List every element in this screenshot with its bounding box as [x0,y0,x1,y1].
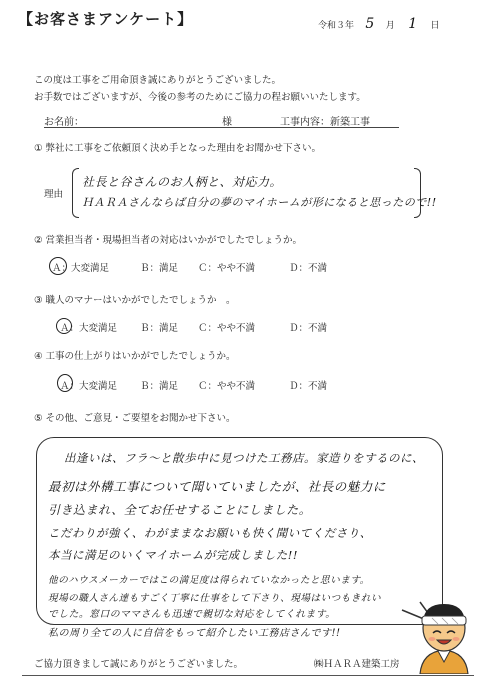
q2-option-a[interactable]: Ａ：大変満足 [52,263,110,274]
survey-title: 【お客さまアンケート】 [18,10,194,28]
reason-answer-line-1: 社長と谷さんのお人柄と、対応力。 [82,175,283,189]
q4-option-d[interactable]: Ｄ：不満 [289,381,328,392]
intro-line-2: お手数ではございますが、今後の参考のためにご協力の程お願いいたします。 [34,92,366,103]
intro-line-1: この度は工事をご用命頂き誠にありがとうございました。 [34,75,282,86]
reason-bracket-left [72,168,79,218]
footer-divider [22,675,474,676]
comment-line-8: でした。窓口のママさんも迅速で親切な対応をしてくれます。 [48,609,336,620]
q4-option-b[interactable]: Ｂ：満足 [140,381,179,392]
question-4: ④ 工事の仕上がりはいかがでしたでしょうか。 [34,351,236,362]
comment-line-6: 他のハウスメーカーではこの満足度は得られていなかったと思います。 [48,575,370,586]
reason-answer-line-2: ＨＡＲＡさんならば自分の夢のマイホームが形になると思ったので!! [82,196,437,209]
question-5: ⑤ その他、ご意見・ご要望をお聞かせ下さい。 [34,413,236,424]
comment-line-3: 引き込まれ、全てお任せすることにしました。 [48,503,312,517]
reason-label: 理由 [44,189,64,200]
honorific: 様 [222,117,232,128]
date-prefix: 令和３年 [318,21,355,31]
q2-option-c[interactable]: Ｃ：やや不満 [198,263,256,274]
q2-option-d[interactable]: Ｄ：不満 [289,263,328,274]
question-3: ③ 職人のマナーはいかがでしたでしょうか 。 [34,295,236,306]
date-day-unit: 日 [430,21,440,31]
q3-option-a[interactable]: Ａ：大変満足 [60,323,118,334]
name-label: お名前： [44,117,84,128]
q3-option-c[interactable]: Ｃ：やや不満 [198,323,256,334]
question-2: ② 営業担当者・現場担当者の対応はいかがでしたでしょうか。 [34,235,303,246]
q3-option-d[interactable]: Ｄ：不満 [289,323,328,334]
comment-line-4: こだわりが強く、わがままなお願いも快く聞いてくださり、 [48,526,372,540]
work-content: 工事内容：新築工事 [280,117,370,128]
company-name: ㈱ＨＡＲＡ建築工房 [314,659,400,670]
name-row [44,113,399,128]
q4-option-c[interactable]: Ｃ：やや不満 [198,381,256,392]
q2-option-b[interactable]: Ｂ：満足 [140,263,179,274]
comment-line-1: 出逢いは、フラ～と散歩中に見つけた工務店。家造りをするのに、 [64,451,424,465]
date-field [318,16,440,32]
footer-thanks: ご協力頂きまして誠にありがとうございました。 [34,659,244,670]
question-1: ① 弊社に工事をご依頼頂く決め手となった理由をお聞かせ下さい。 [34,143,322,154]
date-day: 1 [408,16,418,32]
q3-option-b[interactable]: Ｂ：満足 [140,323,179,334]
date-month-unit: 月 [385,21,395,31]
q4-option-a[interactable]: Ａ：大変満足 [60,381,118,392]
comment-line-5: 本当に満足のいくマイホームが完成しました!! [48,548,299,562]
comment-line-7: 現場の職人さん達もすごく丁寧に仕事をして下さり、現場はいつもきれい [48,593,382,604]
comment-line-9: 私の周り全ての人に自信をもって紹介したい工務店さんです!! [48,628,341,639]
comment-line-2: 最初は外構工事について聞いていましたが、社長の魅力に [48,479,386,494]
worker-mascot-icon [412,596,476,674]
date-month: 5 [365,16,375,32]
reason-bracket-right [414,168,421,218]
